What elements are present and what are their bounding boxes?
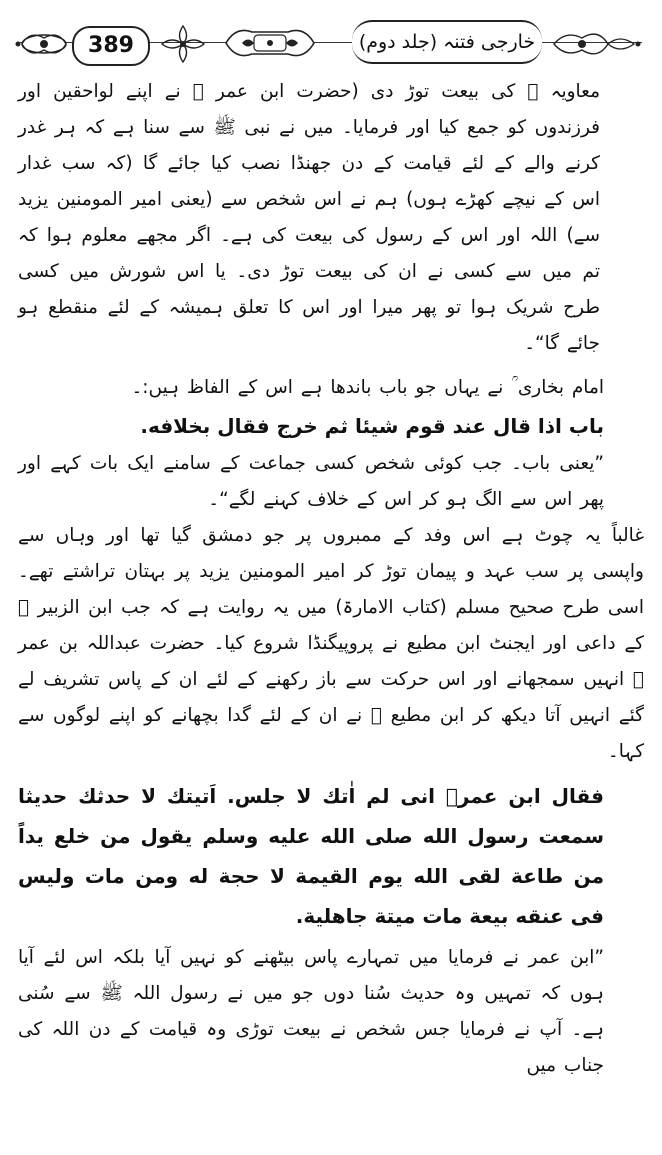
paragraph-delegation-commentary: غالباً یہ چوٹ ہے اس وفد کے ممبروں پر جو دمشق گیا تھا اور وہاں سے واپسی پر سب عہد و پیمان توڑ کر امیر المومنین یزید پر بہتان تراشتے تھے۔ اسی طرح صحیح مسلم (کتاب الامارۃ) میں یہ روایت ہے کہ جب ابن الزبیر ﷛ کے داعی اور ایجنٹ ابن مطیع نے پروپیگنڈا شروع کیا۔ حضرت عبداللہ بن عمر ﷛ انہیں سمجھانے اور اس حرکت سے باز رکھنے کے لئے ان کے پاس تشریف لے گئے انہیں آتا دیکھ کر ابن مطیع ﷛ نے ان کے لئے گدا بچھانے کو اپنے لوگوں سے کہا۔ [18,525,644,762]
floral-ornament-icon [548,22,644,66]
paragraph-bukhari-chapter: امام بخاری ؒ نے یہاں جو باب باندھا ہے اس کے الفاظ ہیں:۔ [131,377,604,398]
paragraph-chapter-translation: ”یعنی باب۔ جب کوئی شخص کسی جماعت کے سامنے ایک بات کہے اور پھر اس سے الگ ہو کر اس کے خلاف کہنے لگے“۔ [18,453,604,510]
floral-ornament-icon [156,22,210,66]
page-number: 389 [72,26,150,66]
paragraph-ibn-umar-warning: معاویہ ﷛ کی بیعت توڑ دی (حضرت ابن عمر ﷛ نے اپنے لواحقین اور فرزندوں کو جمع کیا اور فرمایا۔ میں نے نبی ﷺ سے سنا ہے کہ ہر غدر کرنے والے کے لئے قیامت کے دن جھنڈا نصب کیا جائے گا (کہ سب غدار اس کے نیچے کھڑے ہوں) ہم نے اس شخص سے (یعنی امیر المومنین یزید سے) اللہ اور اس کے رسول کی بیعت کی ہے۔ اگر مجھے معلوم ہوا کہ تم میں سے کسی نے ان کی بیعت توڑ دی۔ یا اس شورش میں کسی طرح شریک ہوا تو پھر میرا اور اس کا تعلق ہمیشہ کے لئے منقطع ہو جائے گا“۔ [18,81,600,354]
floral-ornament-icon [14,24,74,64]
page-header [8,12,654,74]
arabic-chapter-heading: باب اذا قال عند قوم شيئا ثم خرج فقال بخلافه. [140,414,604,438]
arabic-hadith-text: فقال ابن عمرؓ انی لم اٰتك لا جلس. اَتيتك لا حدثك حديثا سمعت رسول الله صلى الله عليه وسلم يقول من خلع يداً من طاعة لقى الله يوم القيمة لا حجة له ومن مات وليس فى عنقه بيعة مات ميتة جاهلية. [18,784,604,928]
page-body [18,74,644,1084]
book-title: خارجی فتنہ (جلد دوم) [352,20,542,64]
paragraph-hadith-translation: ”ابن عمر نے فرمایا میں تمہارے پاس بیٹھنے کو نہیں آیا بلکہ اس لئے آیا ہوں کہ تمہیں وہ حدیث سُنا دوں جو میں نے رسول اللہ ﷺ سے سُنی ہے۔ آپ نے فرمایا جس شخص نے بیعت توڑی وہ قیامت کے دن اللہ کی جناب میں [18,947,604,1076]
medallion-ornament-icon [222,20,318,66]
